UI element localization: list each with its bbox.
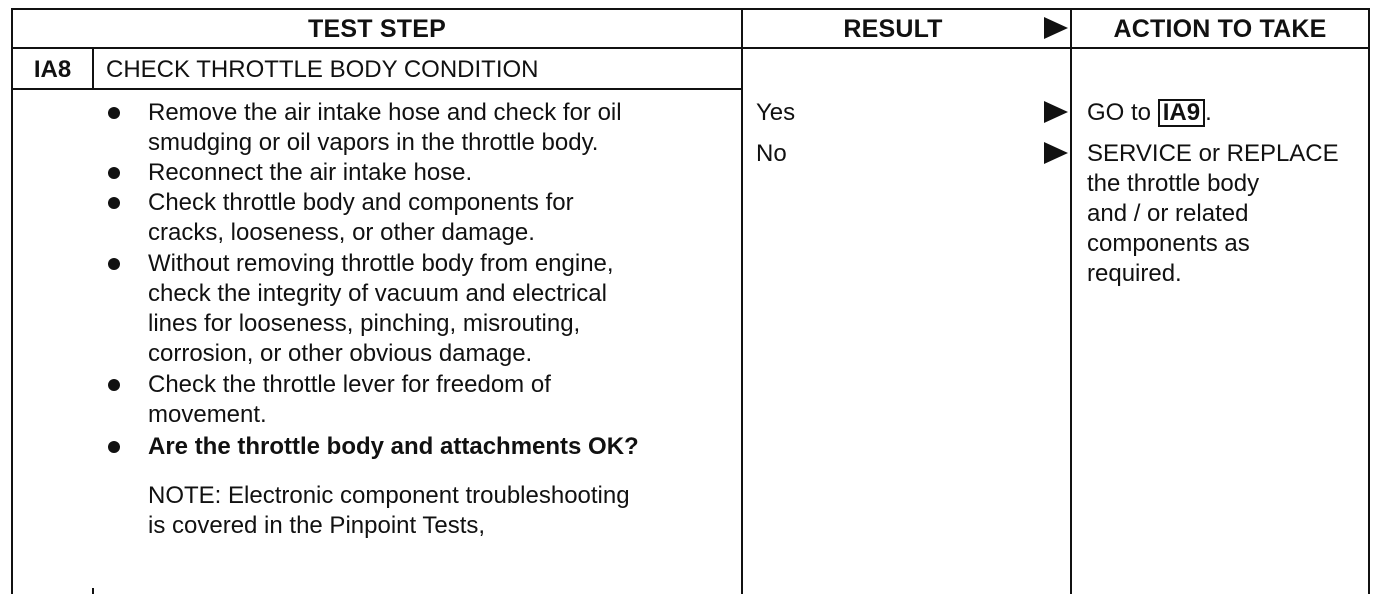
- procedure-line: Check the throttle lever for freedom of: [148, 371, 551, 398]
- bullet-icon: [108, 379, 120, 391]
- step-id-tick: [92, 588, 94, 594]
- action-no-line: and / or related: [1087, 200, 1249, 227]
- procedure-line: cracks, looseness, or other damage.: [148, 219, 535, 246]
- procedure-line: smudging or oil vapors in the throttle body.: [148, 129, 599, 156]
- bullet-icon: [108, 107, 120, 119]
- step-title-bottom-border: [11, 88, 742, 90]
- action-no-line: SERVICE or REPLACE: [1087, 140, 1339, 167]
- header-action-to-take: ACTION TO TAKE: [1113, 15, 1327, 43]
- procedure-line: Check throttle body and components for: [148, 189, 574, 216]
- action-no-line: required.: [1087, 260, 1182, 287]
- header-arrow-icon: [1044, 17, 1068, 39]
- procedure-line: check the integrity of vacuum and electrical: [148, 280, 607, 307]
- action-yes-suffix: .: [1205, 99, 1212, 126]
- bullet-icon: [108, 197, 120, 209]
- step-id-divider: [92, 47, 94, 88]
- result-no: No: [756, 140, 787, 167]
- procedure-line: lines for looseness, pinching, misrouting,: [148, 310, 581, 337]
- result-yes-arrow-icon: [1044, 101, 1068, 123]
- procedure-line: Reconnect the air intake hose.: [148, 159, 473, 186]
- procedure-line: corrosion, or other obvious damage.: [148, 340, 533, 367]
- action-no-line: components as: [1087, 230, 1250, 257]
- procedure-line: Remove the air intake hose and check for oil: [148, 99, 622, 126]
- step-id: IA8: [33, 56, 72, 83]
- action-yes: [1087, 98, 1212, 128]
- action-no-line: the throttle body: [1087, 170, 1260, 197]
- result-no-arrow-icon: [1044, 142, 1068, 164]
- bullet-icon: [108, 258, 120, 270]
- procedure-line: movement.: [148, 401, 267, 428]
- step-title: CHECK THROTTLE BODY CONDITION: [106, 56, 539, 83]
- procedure-line: Without removing throttle body from engine,: [148, 250, 614, 277]
- action-yes-prefix: GO to: [1087, 99, 1152, 126]
- bullet-icon: [108, 167, 120, 179]
- note-line: NOTE: Electronic component troubleshooting: [148, 482, 630, 509]
- table-right-border: [1368, 8, 1370, 594]
- note-line: is covered in the Pinpoint Tests,: [148, 512, 486, 539]
- action-column-left-border: [1070, 8, 1072, 594]
- bullet-icon: [108, 441, 120, 453]
- header-result: RESULT: [843, 15, 943, 43]
- step-reference-ia9: IA9: [1158, 99, 1205, 127]
- result-column-left-border: [741, 8, 743, 594]
- result-yes: Yes: [756, 99, 796, 126]
- table-left-border: [11, 8, 13, 594]
- header-test-step: TEST STEP: [308, 15, 446, 43]
- procedure-question: Are the throttle body and attachments OK?: [148, 433, 639, 460]
